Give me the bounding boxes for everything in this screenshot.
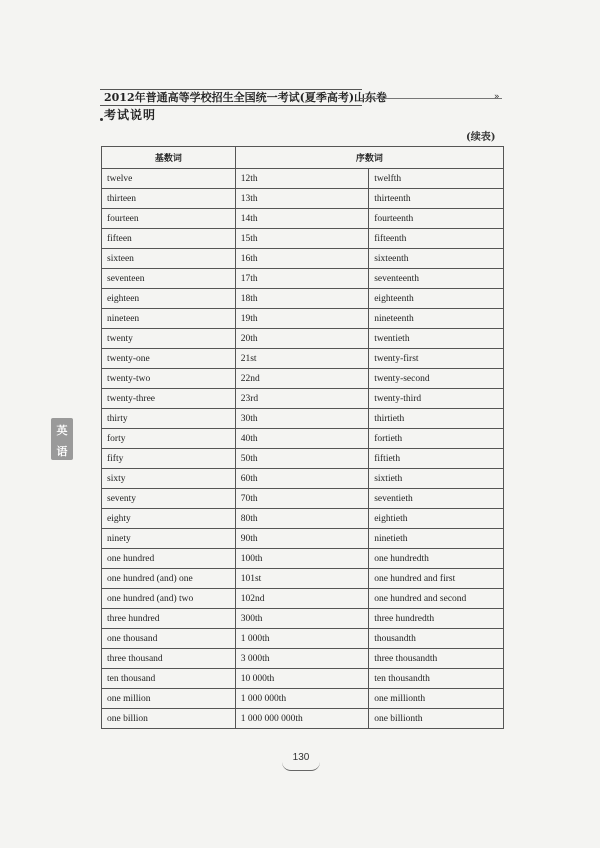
ordinal-numeral-cell: 3 000th <box>235 649 369 669</box>
table-row <box>102 369 504 389</box>
cardinal-cell: one hundred (and) two <box>102 589 236 609</box>
cardinal-cell: twenty <box>102 329 236 349</box>
ordinal-numeral-cell: 102nd <box>235 589 369 609</box>
ordinal-numeral-cell: 100th <box>235 549 369 569</box>
table-row <box>102 189 504 209</box>
table-row <box>102 589 504 609</box>
table-row <box>102 309 504 329</box>
header-cardinal: 基数词 <box>102 147 236 169</box>
table-row <box>102 229 504 249</box>
table-row <box>102 209 504 229</box>
ordinal-numeral-cell: 21st <box>235 349 369 369</box>
table-row <box>102 349 504 369</box>
page-number: 130 <box>292 752 310 763</box>
ordinal-word-cell: twenty-first <box>369 349 504 369</box>
cardinal-cell: twenty-one <box>102 349 236 369</box>
ordinal-numeral-cell: 80th <box>235 509 369 529</box>
cardinal-cell: thirty <box>102 409 236 429</box>
ordinal-word-cell: one millionth <box>369 689 504 709</box>
section-title: 考试说明 <box>104 108 157 122</box>
table-row <box>102 289 504 309</box>
ordinal-word-cell: nineteenth <box>369 309 504 329</box>
cardinal-cell: ninety <box>102 529 236 549</box>
side-tab-char-1: 英 <box>56 424 68 437</box>
table-row <box>102 689 504 709</box>
ordinal-word-cell: one hundredth <box>369 549 504 569</box>
table-row <box>102 649 504 669</box>
ordinal-numeral-cell: 70th <box>235 489 369 509</box>
cardinal-cell: one hundred (and) one <box>102 569 236 589</box>
ordinal-word-cell: seventieth <box>369 489 504 509</box>
ordinal-word-cell: fifteenth <box>369 229 504 249</box>
ordinal-word-cell: thirteenth <box>369 189 504 209</box>
table-header-row <box>102 147 504 169</box>
ordinal-numeral-cell: 10 000th <box>235 669 369 689</box>
cardinal-cell: thirteen <box>102 189 236 209</box>
cardinal-cell: forty <box>102 429 236 449</box>
cardinal-cell: ten thousand <box>102 669 236 689</box>
ordinal-word-cell: one billionth <box>369 709 504 729</box>
ordinal-word-cell: sixtieth <box>369 469 504 489</box>
cardinal-cell: seventeen <box>102 269 236 289</box>
cardinal-cell: sixty <box>102 469 236 489</box>
ordinal-numeral-cell: 18th <box>235 289 369 309</box>
cardinal-cell: fifteen <box>102 229 236 249</box>
ordinal-word-cell: thirtieth <box>369 409 504 429</box>
ordinal-word-cell: eighteenth <box>369 289 504 309</box>
table-row <box>102 269 504 289</box>
ordinal-numeral-cell: 16th <box>235 249 369 269</box>
ordinal-word-cell: ninetieth <box>369 529 504 549</box>
table-row <box>102 169 504 189</box>
ordinal-numeral-cell: 90th <box>235 529 369 549</box>
table-row <box>102 609 504 629</box>
ordinal-numeral-cell: 13th <box>235 189 369 209</box>
ordinal-word-cell: three thousandth <box>369 649 504 669</box>
table-row <box>102 429 504 449</box>
ordinal-numeral-cell: 1 000 000 000th <box>235 709 369 729</box>
number-words-table <box>101 146 504 729</box>
ordinal-numeral-cell: 50th <box>235 449 369 469</box>
header-rule <box>360 98 502 99</box>
cardinal-cell: eighty <box>102 509 236 529</box>
cardinal-cell: sixteen <box>102 249 236 269</box>
cardinal-cell: fifty <box>102 449 236 469</box>
ordinal-numeral-cell: 30th <box>235 409 369 429</box>
cardinal-cell: one hundred <box>102 549 236 569</box>
ordinal-word-cell: ten thousandth <box>369 669 504 689</box>
ordinal-numeral-cell: 300th <box>235 609 369 629</box>
ordinal-word-cell: one hundred and first <box>369 569 504 589</box>
ordinal-numeral-cell: 60th <box>235 469 369 489</box>
ordinal-word-cell: seventeenth <box>369 269 504 289</box>
cardinal-cell: twelve <box>102 169 236 189</box>
table-row <box>102 629 504 649</box>
ordinal-word-cell: twelfth <box>369 169 504 189</box>
table-row <box>102 389 504 409</box>
ordinal-numeral-cell: 1 000 000th <box>235 689 369 709</box>
double-chevron-right-icon: » <box>494 92 500 102</box>
continued-label: (续表) <box>466 132 496 143</box>
cardinal-cell: twenty-two <box>102 369 236 389</box>
ordinal-word-cell: one hundred and second <box>369 589 504 609</box>
table-row <box>102 549 504 569</box>
page-number-ornament <box>282 762 320 771</box>
cardinal-cell: one billion <box>102 709 236 729</box>
ordinal-word-cell: fortieth <box>369 429 504 449</box>
cardinal-cell: nineteen <box>102 309 236 329</box>
cardinal-cell: eighteen <box>102 289 236 309</box>
bullet-dot <box>100 118 103 121</box>
table-row <box>102 449 504 469</box>
cardinal-cell: seventy <box>102 489 236 509</box>
ordinal-word-cell: twentieth <box>369 329 504 349</box>
ordinal-numeral-cell: 40th <box>235 429 369 449</box>
table-row <box>102 529 504 549</box>
table-row <box>102 709 504 729</box>
side-tab-char-2: 语 <box>56 445 68 458</box>
table-row <box>102 249 504 269</box>
ordinal-word-cell: twenty-second <box>369 369 504 389</box>
cardinal-cell: three thousand <box>102 649 236 669</box>
ordinal-word-cell: eightieth <box>369 509 504 529</box>
table-row <box>102 469 504 489</box>
ordinal-word-cell: fourteenth <box>369 209 504 229</box>
table-row <box>102 409 504 429</box>
subject-side-tab <box>51 418 73 460</box>
cardinal-cell: one thousand <box>102 629 236 649</box>
ordinal-numeral-cell: 15th <box>235 229 369 249</box>
ordinal-numeral-cell: 22nd <box>235 369 369 389</box>
cardinal-cell: twenty-three <box>102 389 236 409</box>
ordinal-numeral-cell: 23rd <box>235 389 369 409</box>
cardinal-cell: one million <box>102 689 236 709</box>
ordinal-numeral-cell: 17th <box>235 269 369 289</box>
table-row <box>102 509 504 529</box>
cardinal-cell: three hundred <box>102 609 236 629</box>
table-row <box>102 669 504 689</box>
ordinal-numeral-cell: 12th <box>235 169 369 189</box>
table-row <box>102 569 504 589</box>
header-title: 2012年普通高等学校招生全国统一考试(夏季高考)山东卷 <box>104 91 388 104</box>
ordinal-word-cell: sixteenth <box>369 249 504 269</box>
ordinal-word-cell: thousandth <box>369 629 504 649</box>
cardinal-cell: fourteen <box>102 209 236 229</box>
ordinal-numeral-cell: 20th <box>235 329 369 349</box>
ordinal-word-cell: fiftieth <box>369 449 504 469</box>
ordinal-numeral-cell: 101st <box>235 569 369 589</box>
table-row <box>102 489 504 509</box>
ordinal-numeral-cell: 19th <box>235 309 369 329</box>
ordinal-numeral-cell: 1 000th <box>235 629 369 649</box>
header-ordinal: 序数词 <box>235 147 503 169</box>
table-row <box>102 329 504 349</box>
ordinal-numeral-cell: 14th <box>235 209 369 229</box>
ordinal-word-cell: three hundredth <box>369 609 504 629</box>
ordinal-word-cell: twenty-third <box>369 389 504 409</box>
